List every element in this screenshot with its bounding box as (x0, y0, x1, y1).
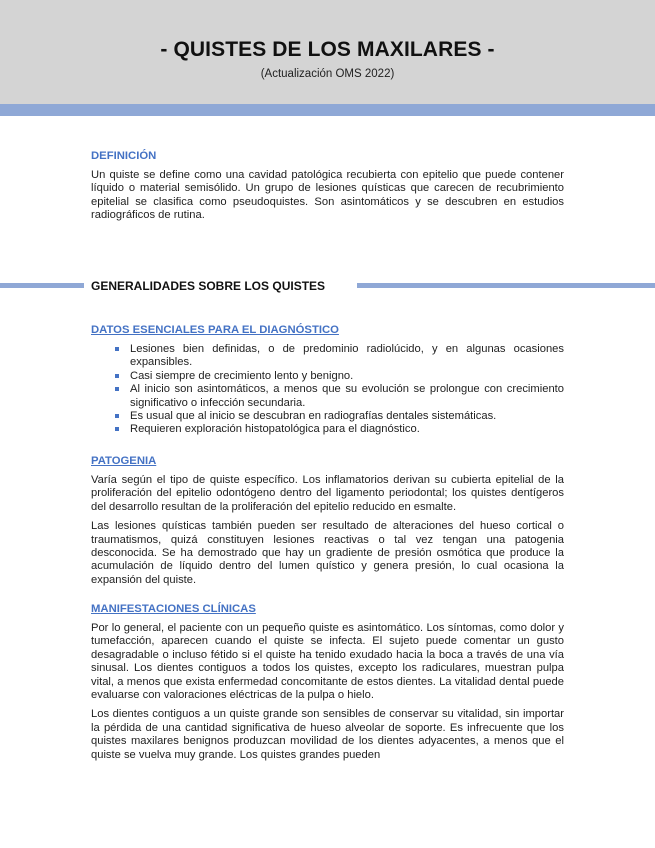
manifestaciones-section (91, 603, 564, 762)
divider-bar-right (357, 283, 655, 288)
manifestaciones-heading: MANIFESTACIONES CLÍNICAS (91, 603, 256, 615)
section-divider (0, 278, 655, 296)
patogenia-heading: PATOGENIA (91, 455, 157, 467)
divider-bar-left (0, 283, 84, 288)
definicion-heading: DEFINICIÓN (91, 150, 157, 162)
patogenia-section (91, 455, 564, 587)
bullet-icon (115, 374, 119, 378)
list-item-text: Es usual que al inicio se descubran en radiografías dentales sistemáticas. (130, 410, 497, 423)
datos-section (91, 324, 564, 437)
definicion-text: Un quiste se define como una cavidad patológica recubierta con epitelio que puede contener líquido o material semisólido. Un grupo de lesiones quísticas que carecen de recubrimiento epitelial se clasifica como pseudoquistes. Son asintomáticos y se descubren en estudios radiográficos de rutina. (91, 169, 564, 222)
bullet-icon (115, 347, 119, 351)
header-rule (0, 104, 655, 116)
list-item (115, 383, 564, 410)
datos-heading: DATOS ESENCIALES PARA EL DIAGNÓSTICO (91, 324, 339, 336)
list-item (115, 370, 564, 383)
bullet-icon (115, 387, 119, 391)
manifestaciones-paragraph-1: Por lo general, el paciente con un pequeño quiste es asintomático. Los síntomas, como dolor y tumefacción, aparecen cuando el quiste se infecta. El sujeto puede comentar un gusto desagradable o incluso fétido si el quiste ha tenido exudado hacia la boca a través de una vía sinusal. Los dientes contiguos a todos los quistes, excepto los radiculares, muestran pulpa vital, a menos que exista enfermedad concomitante de estos dientes. La vitalidad dental puede evaluarse con valoraciones eléctricas de la pulpa o hielo. (91, 622, 564, 702)
list-item-text: Lesiones bien definidas, o de predominio radiolúcido, y en algunas ocasiones expansibles. (130, 343, 564, 369)
bullet-icon (115, 414, 119, 418)
list-item-text: Al inicio son asintomáticos, a menos que su evolución se prolongue con crecimiento significativo o infección secundaria. (130, 383, 564, 409)
definicion-section (91, 150, 564, 223)
datos-list (91, 343, 564, 437)
generalidades-heading: GENERALIDADES SOBRE LOS QUISTES (91, 279, 326, 293)
bullet-icon (115, 427, 119, 431)
patogenia-paragraph-2: Las lesiones quísticas también pueden ser resultado de alteraciones del hueso cortical o traumatismos, quizá constituyen lesiones reactivas o tal vez tengan una patogenia desconocida. Se ha demostrado que hay un gradiente de presión osmótica que produce la acumulación de líquido dentro del lumen quístico y genera presión, lo cual ocasiona la expansión del quiste. (91, 520, 564, 586)
document-title: - QUISTES DE LOS MAXILARES - (160, 38, 495, 61)
patogenia-paragraph-1: Varía según el tipo de quiste específico. Los inflamatorios derivan su cubierta epitelial de la proliferación del epitelio odontógeno dentro del ligamento periodontal; los quistes dentígeros del desarrollo resultan de la proliferación del epitelio reducido en esmalte. (91, 474, 564, 513)
list-item (115, 410, 564, 423)
list-item-text: Casi siempre de crecimiento lento y benigno. (130, 369, 354, 382)
manifestaciones-paragraph-2: Los dientes contiguos a un quiste grande son sensibles de conservar su vitalidad, sin importar la pérdida de una cantidad significativa de hueso alveolar de soporte. Es infrecuente que los quistes maxilares benignos produzcan movilidad de los dientes adyacentes, a menos que el quiste se vuelva muy grande. Los quistes grandes pueden (91, 708, 564, 761)
list-item (115, 423, 564, 436)
list-item-text: Requieren exploración histopatológica para el diagnóstico. (130, 423, 420, 436)
list-item (115, 343, 564, 370)
document-subtitle: (Actualización OMS 2022) (260, 68, 395, 80)
